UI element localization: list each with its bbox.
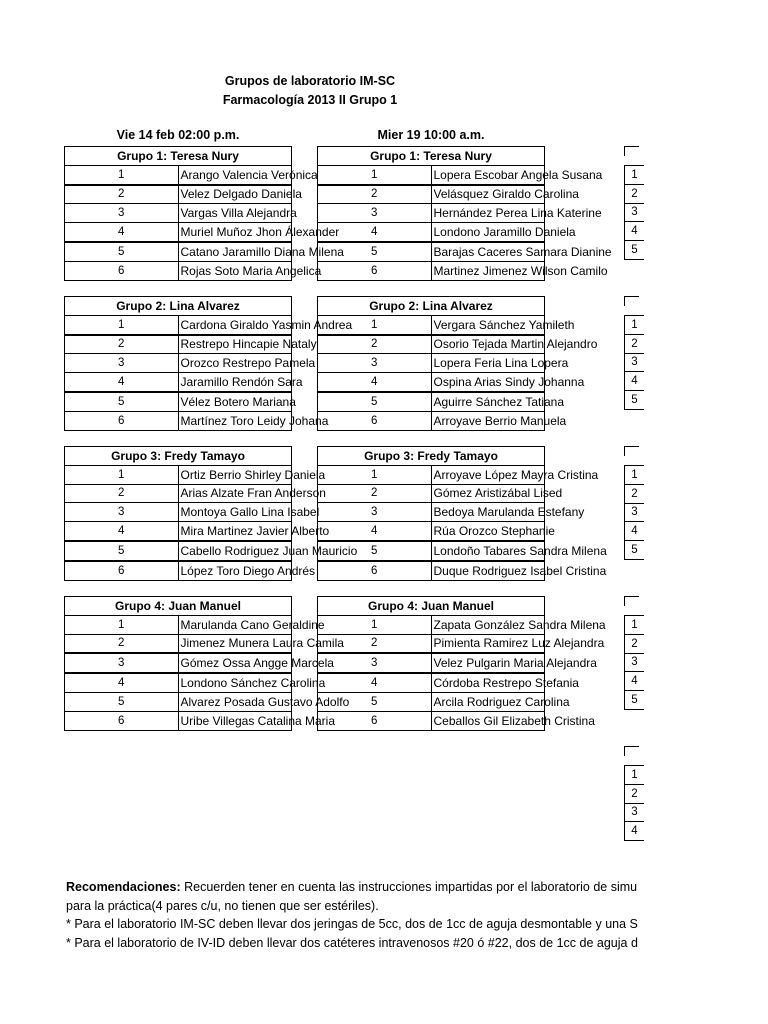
member-name: Arcila Rodriguez Carolina [431, 692, 545, 711]
member-number: 3 [318, 354, 432, 373]
member-name: Vergara Sánchez Yamileth [431, 315, 545, 334]
partial-group-header [624, 146, 639, 156]
partial-member-number: 3 [625, 203, 645, 222]
member-row [318, 242, 545, 261]
member-row [65, 185, 292, 204]
member-name: Cardona Giraldo Yasmin Andrea [178, 315, 292, 334]
member-number: 6 [318, 711, 432, 730]
member-number: 1 [318, 315, 432, 334]
member-number: 2 [318, 335, 432, 354]
member-name: Duque Rodriguez Isabel Cristina [431, 561, 545, 580]
member-name: Catano Jaramillo Diana Milena [178, 242, 292, 261]
member-number: 6 [65, 411, 179, 430]
page-title [0, 72, 620, 110]
member-row [318, 673, 545, 692]
member-row [318, 634, 545, 653]
member-row [318, 261, 545, 280]
member-name: Martínez Toro Leidy Johana [178, 411, 292, 430]
member-row [65, 503, 292, 522]
partial-group [624, 296, 644, 407]
partial-group [624, 146, 644, 257]
recommendations [66, 878, 768, 952]
member-name: Arroyave Berrio Manuela [431, 411, 545, 430]
member-name: Osorio Tejada Martin Alejandro [431, 335, 545, 354]
member-number: 5 [65, 242, 179, 261]
member-number: 3 [65, 204, 179, 223]
group-title: Grupo 1: Teresa Nury [318, 147, 545, 166]
member-name: Lopera Escobar Angela Susana [431, 165, 545, 184]
member-name: Restrepo Hincapie Nataly [178, 335, 292, 354]
member-name: Rúa Orozco Stephanie [431, 522, 545, 541]
member-name: Mira Martinez Javier Alberto [178, 522, 292, 541]
member-name: Velásquez Giraldo Carolina [431, 185, 545, 204]
member-name: Bedoya Marulanda Estefany [431, 503, 545, 522]
member-name: Jaramillo Rendón Sara [178, 373, 292, 392]
member-row [65, 634, 292, 653]
partial-member-number: 2 [625, 634, 645, 653]
partial-member-number: 2 [625, 484, 645, 503]
member-row [318, 561, 545, 580]
member-name: Zapata González Sandra Milena [431, 615, 545, 634]
member-name: López Toro Diego Andrés [178, 561, 292, 580]
member-number: 5 [65, 541, 179, 561]
member-number: 5 [318, 541, 432, 561]
member-name: Alvarez Posada Gustavo Adolfo [178, 692, 292, 711]
member-name: Marulanda Cano Geraldine [178, 615, 292, 634]
member-row [318, 653, 545, 673]
member-number: 6 [65, 711, 179, 730]
member-row [65, 711, 292, 730]
member-number: 3 [318, 503, 432, 522]
group-title: Grupo 4: Juan Manuel [318, 597, 545, 616]
member-row [318, 185, 545, 204]
group-title: Grupo 1: Teresa Nury [65, 147, 292, 166]
partial-member-number: 5 [625, 391, 645, 410]
group-table [64, 296, 353, 431]
member-row [65, 335, 292, 354]
group-table [64, 146, 344, 281]
member-row [318, 392, 545, 411]
partial-member-number: 4 [625, 672, 645, 691]
group-title: Grupo 3: Fredy Tamayo [65, 447, 292, 466]
member-row [318, 335, 545, 354]
member-number: 3 [318, 653, 432, 673]
member-number: 5 [318, 692, 432, 711]
member-row [65, 204, 292, 223]
member-number: 1 [318, 615, 432, 634]
recommendations-line-2: para la práctica(4 pares c/u, no tienen que ser estériles). [66, 898, 379, 913]
member-name: Velez Delgado Daniela [178, 185, 292, 204]
group-title: Grupo 2: Lina Alvarez [65, 297, 292, 316]
partial-member-number: 1 [625, 616, 645, 635]
member-name: Cabello Rodriguez Juan Mauricio [178, 541, 292, 561]
group-title: Grupo 2: Lina Alvarez [318, 297, 545, 316]
title-line-2: Farmacología 2013 II Grupo 1 [222, 93, 398, 107]
member-row [318, 503, 545, 522]
partial-member-number: 2 [625, 334, 645, 353]
partial-member-number: 3 [625, 803, 645, 822]
group-title: Grupo 4: Juan Manuel [65, 597, 292, 616]
member-number: 6 [318, 261, 432, 280]
member-number: 4 [65, 223, 179, 242]
member-number: 2 [318, 634, 432, 653]
member-row [65, 315, 292, 334]
member-row [65, 373, 292, 392]
member-row [318, 484, 545, 503]
member-number: 4 [318, 522, 432, 541]
group-table [317, 296, 598, 431]
partial-member-number: 4 [625, 522, 645, 541]
member-number: 2 [318, 484, 432, 503]
member-number: 4 [318, 373, 432, 392]
member-name: Arroyave López Mayra Cristina [431, 465, 545, 484]
member-name: Arias Alzate Fran Anderson [178, 484, 292, 503]
partial-member-number: 2 [625, 184, 645, 203]
member-name: Jimenez Munera Laura Camila [178, 634, 292, 653]
member-row [65, 673, 292, 692]
partial-member-number: 4 [625, 222, 645, 241]
partial-group-header [624, 596, 639, 606]
member-number: 4 [318, 223, 432, 242]
partial-group [624, 746, 644, 838]
group-table [317, 146, 612, 281]
group-table [64, 596, 350, 731]
session-column [317, 126, 612, 728]
member-row [65, 411, 292, 430]
member-row [318, 692, 545, 711]
recommendations-line-3: * Para el laboratorio IM-SC deben llevar dos jeringas de 5cc, dos de 1cc de aguja desmontable y una S [66, 917, 638, 931]
member-name: Uribe Villegas Catalina Maria [178, 711, 292, 730]
member-number: 4 [65, 373, 179, 392]
member-number: 1 [65, 315, 179, 334]
member-name: Vélez Botero Mariana [178, 392, 292, 411]
member-name: Hernández Perea Lina Katerine [431, 204, 545, 223]
member-number: 2 [65, 185, 179, 204]
member-row [318, 373, 545, 392]
partial-group [624, 446, 644, 557]
member-row [318, 411, 545, 430]
recommendations-label: Recomendaciones: [66, 880, 181, 894]
member-name: Muriel Muñoz Jhon Álexander [178, 223, 292, 242]
member-row [65, 692, 292, 711]
group-title: Grupo 3: Fredy Tamayo [318, 447, 545, 466]
member-name: Ceballos Gil Elizabeth Cristina [431, 711, 545, 730]
member-number: 3 [65, 653, 179, 673]
member-name: Gómez Ossa Angge Marcela [178, 653, 292, 673]
member-name: Londoño Tabares Sandra Milena [431, 541, 545, 561]
group-table [317, 446, 607, 581]
member-name: Aguirre Sánchez Tatiana [431, 392, 545, 411]
member-row [318, 204, 545, 223]
partial-group-header [624, 296, 639, 306]
member-row [318, 223, 545, 242]
member-number: 3 [65, 354, 179, 373]
member-number: 3 [65, 503, 179, 522]
member-row [65, 465, 292, 484]
member-row [65, 653, 292, 673]
partial-member-number: 5 [625, 691, 645, 710]
member-number: 1 [318, 165, 432, 184]
session-day-label: Vie 14 feb 02:00 p.m. [116, 128, 240, 142]
member-number: 6 [318, 561, 432, 580]
partial-member-number: 4 [625, 822, 645, 841]
member-number: 6 [65, 561, 179, 580]
partial-member-number: 5 [625, 241, 645, 260]
member-number: 4 [65, 522, 179, 541]
partial-member-number: 2 [625, 784, 645, 803]
partial-member-number: 4 [625, 372, 645, 391]
partial-member-number: 3 [625, 503, 645, 522]
member-number: 6 [65, 261, 179, 280]
member-row [65, 261, 292, 280]
member-row [65, 223, 292, 242]
partial-member-number: 3 [625, 353, 645, 372]
partial-member-number: 1 [625, 766, 645, 785]
member-name: Rojas Soto Maria Angelica [178, 261, 292, 280]
partial-member-number: 5 [625, 541, 645, 560]
member-row [65, 392, 292, 411]
partial-group-header [624, 746, 639, 756]
member-row [318, 354, 545, 373]
member-number: 2 [65, 484, 179, 503]
member-name: Barajas Caceres Samara Dianine [431, 242, 545, 261]
member-row [65, 165, 292, 184]
title-line-1: Grupos de laboratorio IM-SC [224, 74, 396, 88]
member-name: Londono Jaramillo Daniela [431, 223, 545, 242]
member-number: 1 [65, 165, 179, 184]
partial-group-header [624, 446, 639, 456]
member-number: 5 [318, 242, 432, 261]
member-number: 2 [65, 335, 179, 354]
member-number: 4 [318, 673, 432, 692]
member-number: 2 [318, 185, 432, 204]
member-name: Pimienta Ramirez Luz Alejandra [431, 634, 545, 653]
member-row [65, 354, 292, 373]
member-number: 1 [65, 615, 179, 634]
partial-group [624, 596, 644, 707]
member-row [318, 522, 545, 541]
member-number: 4 [65, 673, 179, 692]
member-row [318, 165, 545, 184]
member-name: Martinez Jimenez Wilson Camilo [431, 261, 545, 280]
member-name: Montoya Gallo Lina Isabel [178, 503, 292, 522]
member-row [65, 484, 292, 503]
member-row [318, 315, 545, 334]
member-number: 5 [65, 392, 179, 411]
member-row [318, 465, 545, 484]
member-number: 1 [318, 465, 432, 484]
group-table [317, 596, 606, 731]
partial-member-number: 1 [625, 166, 645, 185]
member-number: 5 [65, 692, 179, 711]
member-name: Ospina Arias Sindy Johanna [431, 373, 545, 392]
recommendations-line-1: Recuerden tener en cuenta las instrucciones impartidas por el laboratorio de simu [180, 880, 638, 894]
group-table [64, 446, 358, 581]
recommendations-line-4: * Para el laboratorio de IV-ID deben llevar dos catéteres intravenosos #20 ó #22, dos de 1cc de aguja d [66, 935, 638, 950]
member-name: Velez Pulgarin Maria Alejandra [431, 653, 545, 673]
member-row [65, 561, 292, 580]
member-name: Lopera Feria Lina Lopera [431, 354, 545, 373]
member-name: Orozco Restrepo Pamela [178, 354, 292, 373]
member-number: 1 [65, 465, 179, 484]
partial-member-number: 1 [625, 316, 645, 335]
member-number: 2 [65, 634, 179, 653]
member-name: Londono Sánchez Carolina [178, 673, 292, 692]
member-row [65, 522, 292, 541]
member-row [318, 615, 545, 634]
session-day-label: Mier 19 10:00 a.m. [377, 128, 485, 142]
session-column [64, 126, 358, 728]
member-name: Córdoba Restrepo Stefania [431, 673, 545, 692]
member-name: Gómez Aristizábal Lised [431, 484, 545, 503]
member-row [318, 541, 545, 561]
member-row [318, 711, 545, 730]
member-number: 5 [318, 392, 432, 411]
member-row [65, 541, 292, 561]
partial-member-number: 1 [625, 466, 645, 485]
member-row [65, 615, 292, 634]
member-number: 3 [318, 204, 432, 223]
member-row [65, 242, 292, 261]
member-number: 6 [318, 411, 432, 430]
member-name: Vargas Villa Alejandra [178, 204, 292, 223]
partial-member-number: 3 [625, 653, 645, 672]
member-name: Ortiz Berrio Shirley Daniela [178, 465, 292, 484]
member-name: Arango Valencia Verónica [178, 165, 292, 184]
